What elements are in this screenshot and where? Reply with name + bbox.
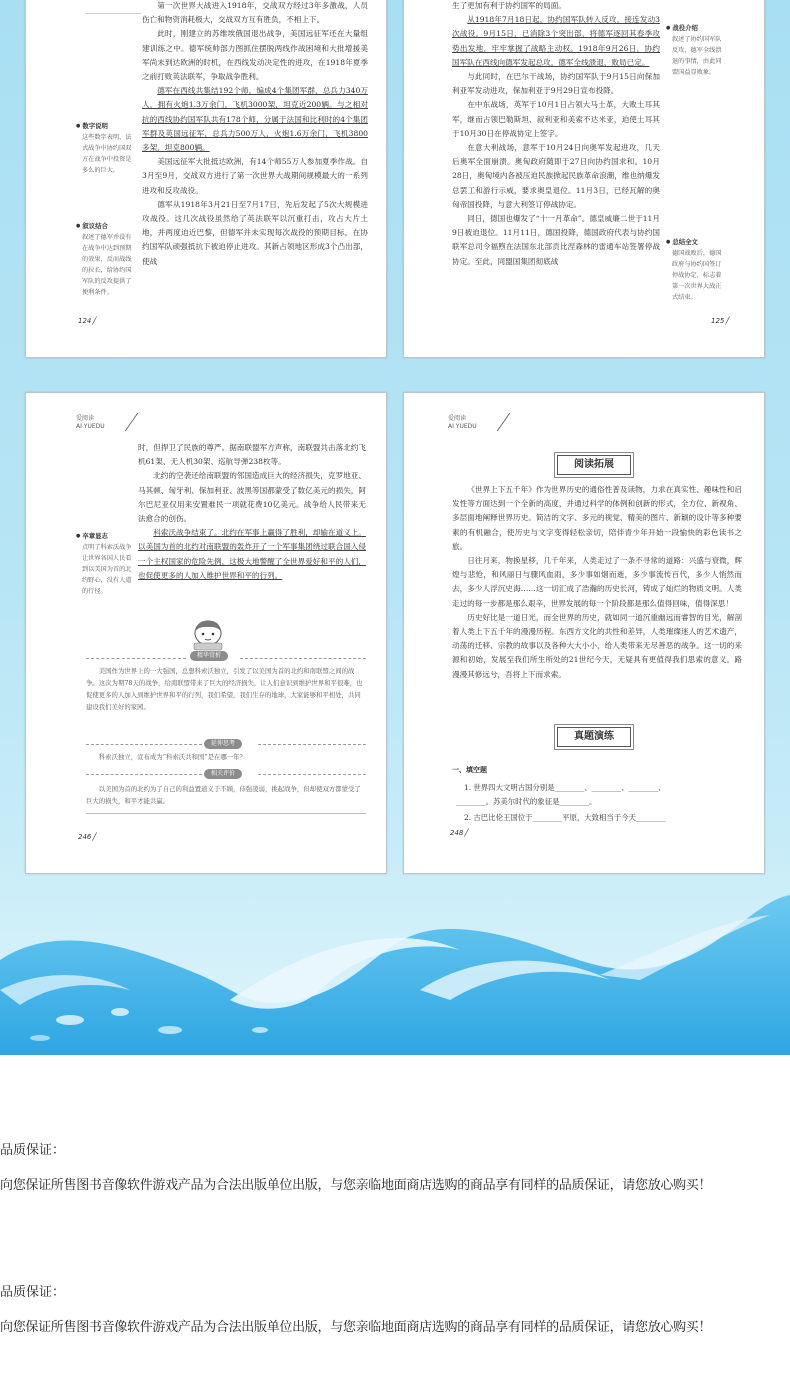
box-label-appreciation: 精华赏析 — [190, 651, 228, 661]
header-cn: 爱阅读 — [76, 415, 95, 422]
guarantee-title: 品质保证： — [0, 1143, 66, 1158]
reading-girl-icon — [186, 619, 230, 651]
page-header — [448, 415, 477, 431]
paragraph: 北约的空袭还给南联盟的邻国造成巨大的经济损失，克罗地亚、马其顿、匈牙利、保加利亚、波黑等国都蒙受了数亿美元的损失，阿尔巴尼亚仅用来安置难民一项就花费10亿美元。战争给人民带来无法愈合的创伤。 — [138, 471, 366, 524]
paragraph-underlined: 从1918年7月18日起，协约国军队转入反攻，接连发动3次战役。9月15日，已消除3个突出部，将德军逐回其春季攻势出发地，牢牢掌握了战略主动权。1918年9月26日，协约国军队在西线向德军发起总攻，德军全线溃退，败局已定。 — [452, 15, 660, 67]
paragraph: 第一次世界大战进入1918年，交战双方经过3年多激战，人员伤亡和物资消耗极大，交战双方互有胜负，不相上下。 — [142, 1, 368, 25]
section-title-exam-practice: 真题演练 — [557, 727, 631, 747]
page-body-text — [142, 0, 368, 269]
page-number: 125 ╱ — [711, 317, 730, 325]
header-slash-icon — [112, 413, 139, 431]
thinking-question: 科索沃独立，宣布成为“科索沃共和国”是在哪一年？ — [98, 753, 246, 761]
dotted-rule — [86, 744, 202, 745]
side-note-title: ● 总结全文 — [666, 237, 726, 248]
review-text — [86, 783, 366, 807]
side-note-title: ● 战役介绍 — [666, 23, 726, 34]
page-number: 124 ╱ — [78, 317, 97, 325]
book-page-124 — [25, 0, 387, 358]
side-note-summary — [666, 237, 726, 303]
paragraph-underlined: 德军在西线共集结192个师，编成4个集团军群，总兵力340万人，拥有火炮1.3万余门，飞机3000架，坦克近200辆。与之相对抗的西线协约国军队共有178个师，分属于法国和比利时的4个集团军群及英国远征军，总兵力500万人，火炮1.6万余门，飞机3800多架，坦克800辆。 — [142, 86, 368, 153]
question-1-line-1: 1. 世界四大文明古国分别是________、________、________、 — [464, 783, 666, 792]
side-note-battle — [666, 23, 726, 78]
side-note-body: 德国战败后，德国政府与协约国签订停战协定，标志着第一次世界大战正式结束。 — [672, 250, 722, 301]
side-note-narrative — [76, 221, 134, 298]
side-note-title: ● 数字说明 — [76, 121, 134, 132]
paragraph: 日往月来，物换星移，几千年来，人类走过了一条不寻常的道路：兴盛与衰微，辉煌与悲怆，和风丽日与骤风血雨，多少事如烟而逝，多少事流传百代，多少人悄然而去，多少人浮沉史海……这一切汇成了浩瀚的历史长河，铸成了灿烂的物质文明。人类走过的每一步都是那么艰辛，世界发展的每一个阶段都是那么值得回味，值得深思！ — [452, 556, 742, 608]
header-slash-icon — [484, 413, 511, 431]
question-1-line-2: ________。苏美尔时代的象征是________。 — [456, 797, 597, 806]
book-page-248 — [403, 392, 765, 874]
dotted-rule — [258, 774, 366, 775]
header-cn: 爱阅读 — [448, 415, 467, 422]
paragraph: 此时，刚建立的苏维埃俄国退出战争，美国远征军还在大量组建训练之中。德军统帅部力图抓住摆脱两线作战困境和大批增援美军尚未到达欧洲的时机，在西线发动决定性的进攻，在1918年夏季之前打败英法联军，争取战争胜利。 — [142, 29, 368, 82]
page-number: 248 ╱ — [450, 829, 469, 837]
side-note-title: ● 卒章显志 — [76, 531, 134, 542]
paragraph: 在中东战场，英军于10月1日占领大马士革，大败土耳其军，继而占领巴勒斯坦、叙利亚和美索不达米亚，迫使土耳其于10月30日在停战协定上签字。 — [452, 100, 660, 138]
side-note-ending — [76, 531, 134, 597]
book-page-246 — [25, 392, 387, 874]
paragraph: 时，但捍卫了民族的尊严。据南联盟军方声称，南联盟共击落北约飞机61架、无人机30架、巡航导弹238枚等。 — [138, 443, 366, 467]
dotted-rule — [86, 658, 186, 659]
box-label-thinking: 延伸思考 — [204, 739, 242, 749]
box-bottom-rule — [86, 813, 366, 814]
side-note-body: 叙述了德军并没有在战争中达到预期的效果，反而战线的拉长，给协约国军队的反攻提供了便利条件。 — [82, 234, 132, 296]
dotted-rule — [86, 774, 202, 775]
side-note-body: 叙述了协约国军队反攻，德军全线溃退的事情，由此同盟国益显败象。 — [672, 36, 722, 76]
guarantee-title: 品质保证： — [0, 1285, 66, 1300]
paragraph-underlined: 科索沃战争结束了。北约在军事上赢得了胜利，却输在道义上。以美国为首的北约对南联盟的轰炸开了一个军事集团绕过联合国入侵一个主权国家的危险先例，这极大地警醒了全世界爱好和平的人们，也促使更多的人加入维护世界和平的行列。 — [138, 528, 366, 580]
page-body-text — [138, 441, 366, 583]
page-body-text — [452, 0, 660, 269]
paragraph: 与此同时，在巴尔干战场，协约国军队于9月15日向保加利亚军发动进攻，保加利亚于9月29日宣布投降。 — [452, 72, 660, 96]
paragraph: 生了更加有利于协约国军的局面。 — [452, 1, 566, 10]
book-page-125 — [403, 0, 765, 358]
page-number: 246 ╱ — [78, 833, 97, 841]
side-note-body: 这些数字表明，法式战争中协约国双方在战争中投资是多么的巨大。 — [82, 134, 132, 174]
paragraph: 德军从1918年3月21日至7月17日，先后发起了5次大规模进攻战役。这几次战役虽然给了英法联军以沉重打击，攻占大片土地，并两度迫近巴黎，但德军并未实现每次战役的预期目标，在协约国军队顽强抵抗下被迫停止进攻。其新占领地区形成3个凸出部，使战 — [142, 199, 368, 266]
dotted-rule — [258, 744, 366, 745]
thinking-text — [86, 751, 366, 763]
header-en: AI YUEDU — [448, 423, 477, 430]
paragraph: 美国远征军大批抵达欧洲，有14个师55万人参加夏季作战。自3月至9月，交战双方进行了第一次世界大战期间规模最大的一系列进攻和反攻战役。 — [142, 157, 368, 195]
paragraph: 《世界上下五千年》作为世界历史的通俗性普及读物，力求在真实性、趣味性和启发性等方面达到一个全新的高度，并通过科学的体例和创新的形式，全方位、新视角、多层面地阐释世界历史。简洁的文字、多元的视觉、精美的图片、新颖的设计等多种要素的有机融合，使历史与文字变得轻松亲切，陪伴青少年开始一段愉快的彩色读书之旅。 — [452, 485, 742, 551]
paragraph: 同日，德国也爆发了“十一月革命”。德皇威廉二世于11月9日被迫退位。11月11日，德国投降，德国政府代表与协约国联军总司令福煦在法国东北部贡比涅森林的雷通车站签署停战协定。至此，同盟国集团彻底战 — [452, 214, 660, 266]
page-body-text — [452, 483, 742, 682]
page-header — [76, 415, 105, 431]
note-lines — [86, 0, 141, 27]
dotted-rule — [240, 658, 366, 659]
review-paragraph: 以美国为首的北约为了自己的利益置道义于不顾，侍强凌弱，挑起战争，但却使双方都蒙受了巨大的损失，和平才能共赢。 — [86, 785, 361, 805]
guarantee-text: 向您保证所售图书音像软件游戏产品为合法出版单位出版，与您亲临地面商店选购的商品享有同样的品质保证，请您放心购买！ — [0, 1178, 712, 1193]
question-2-line: 2. 古巴比伦王国位于________平原，大致相当于今天________ — [464, 813, 666, 822]
box-label-review: 相关评价 — [204, 769, 242, 779]
exercise-heading: 一、填空题 — [452, 766, 487, 774]
wave-decoration-icon — [0, 880, 790, 1055]
guarantee-text: 向您保证所售图书音像软件游戏产品为合法出版单位出版，与您亲临地面商店选购的商品享有同样的品质保证，请您放心购买！ — [0, 1320, 712, 1335]
header-en: AI YUEDU — [76, 423, 105, 430]
paragraph: 历史好比是一道日光，而全世界的历史，就如同一道沉重幽远而睿智的目光，解剖着人类上下五千年的漫漫历程。东西方文化的共性和差异，人类璀璨迷人的艺术遗产，动荡的迁移、宗教的故事以及各种大大小小，给人类带来无尽善恶的战争。这一切的来源和初始，发展至我们所生所处的21世纪今天，无疑具有更值得我们思索的意义。路漫漫其修远兮，吾将上下而求索。 — [452, 612, 742, 679]
side-note-digits — [76, 121, 134, 176]
appreciation-paragraph: 美国作为世界上的一大强国，总想科索沃独立，引发了以美国为首的北约和南联盟之间的战争。这次为期78天的战争，给南联盟带来了巨大的经济损失，让人们意识到维护世界和平很难，也促使更多的人加入到维护世界和平的行列，我们希望，我们生存的地球，大家能够和平相处，共同建设我们美好的家园。 — [86, 667, 363, 711]
appreciation-text — [86, 665, 366, 713]
side-note-body: 点明了科索沃战争让世界各国人民看到以美国为首的北约野心，没有人道的行径。 — [82, 544, 132, 595]
section-title-reading-extension: 阅读拓展 — [557, 455, 631, 475]
side-note-title: ● 叙议结合 — [76, 221, 134, 232]
paragraph: 在意大利战场，意军于10月24日向奥军发起进攻，几天后奥军全面崩溃。奥匈政府随即于27日向协约国求和。10月28日，奥匈境内各被压迫民族掀起民族革命浪潮，维也纳爆发总罢工和游行示威，要求奥皇退位。11月3日，已经瓦解的奥匈帝国投降，与意大利签订停战协定。 — [452, 143, 660, 209]
